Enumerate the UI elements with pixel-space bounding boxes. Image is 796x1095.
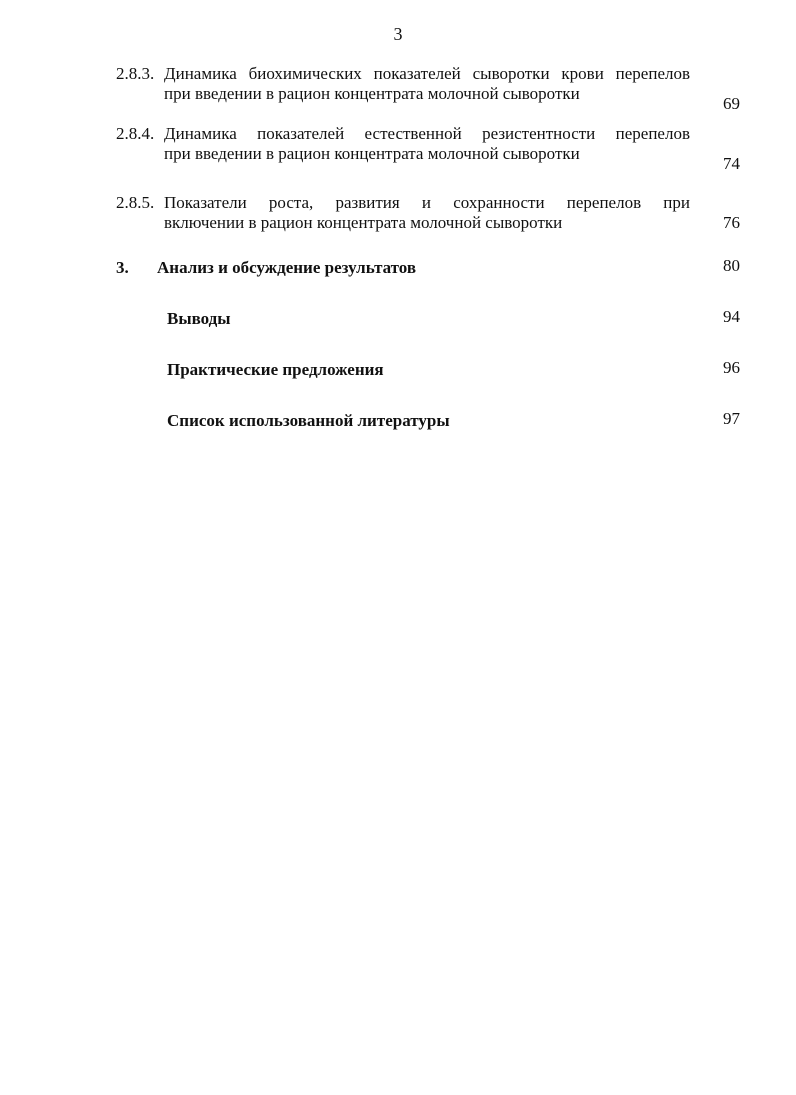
toc-entry-title: Список использованной литературы xyxy=(167,411,450,430)
toc-entry-title-line: Динамика показателей естественной резистентности перепелов xyxy=(164,124,690,143)
toc-entry-conclusions[interactable] xyxy=(116,309,740,333)
toc-entry-title xyxy=(164,64,690,104)
toc-entry-page: 94 xyxy=(723,307,740,326)
toc-entry-title xyxy=(164,193,690,233)
toc-entry-references[interactable] xyxy=(116,411,740,435)
toc-entry-2-8-5[interactable] xyxy=(116,193,740,241)
toc-entry-number: 2.8.3. xyxy=(116,64,155,83)
toc-entry-page: 80 xyxy=(723,256,740,275)
toc-entry-title xyxy=(164,124,690,164)
toc-entry-title: Выводы xyxy=(167,309,231,328)
toc-entry-number: 2.8.5. xyxy=(116,193,155,212)
toc-entry-title-line: при введении в рацион концентрата молочной сыворотки xyxy=(164,84,580,103)
toc-entry-3[interactable] xyxy=(116,258,740,282)
toc-entry-page: 76 xyxy=(723,213,740,232)
toc-entry-title-line: при введении в рацион концентрата молочной сыворотки xyxy=(164,144,580,163)
toc-entry-practical-suggestions[interactable] xyxy=(116,360,740,384)
toc-entry-number: 2.8.4. xyxy=(116,124,155,143)
toc-entry-page: 69 xyxy=(723,94,740,113)
toc-entry-title: Анализ и обсуждение результатов xyxy=(157,258,417,277)
toc-entry-title-line: Динамика биохимических показателей сыворотки крови перепелов xyxy=(164,64,690,83)
page-number: 3 xyxy=(393,24,403,44)
toc-entry-2-8-4[interactable] xyxy=(116,124,740,172)
toc-entry-title: Практические предложения xyxy=(167,360,384,379)
toc-entry-number: 3. xyxy=(116,258,129,277)
toc-entry-page: 97 xyxy=(723,409,740,428)
toc-entry-page: 96 xyxy=(723,358,740,377)
toc-entry-title-line: включении в рацион концентрата молочной сыворотки xyxy=(164,213,563,232)
toc-entry-page: 74 xyxy=(723,154,740,173)
toc-entry-2-8-3[interactable] xyxy=(116,64,740,112)
toc-entry-title-line: Показатели роста, развития и сохранности перепелов при xyxy=(164,193,690,212)
